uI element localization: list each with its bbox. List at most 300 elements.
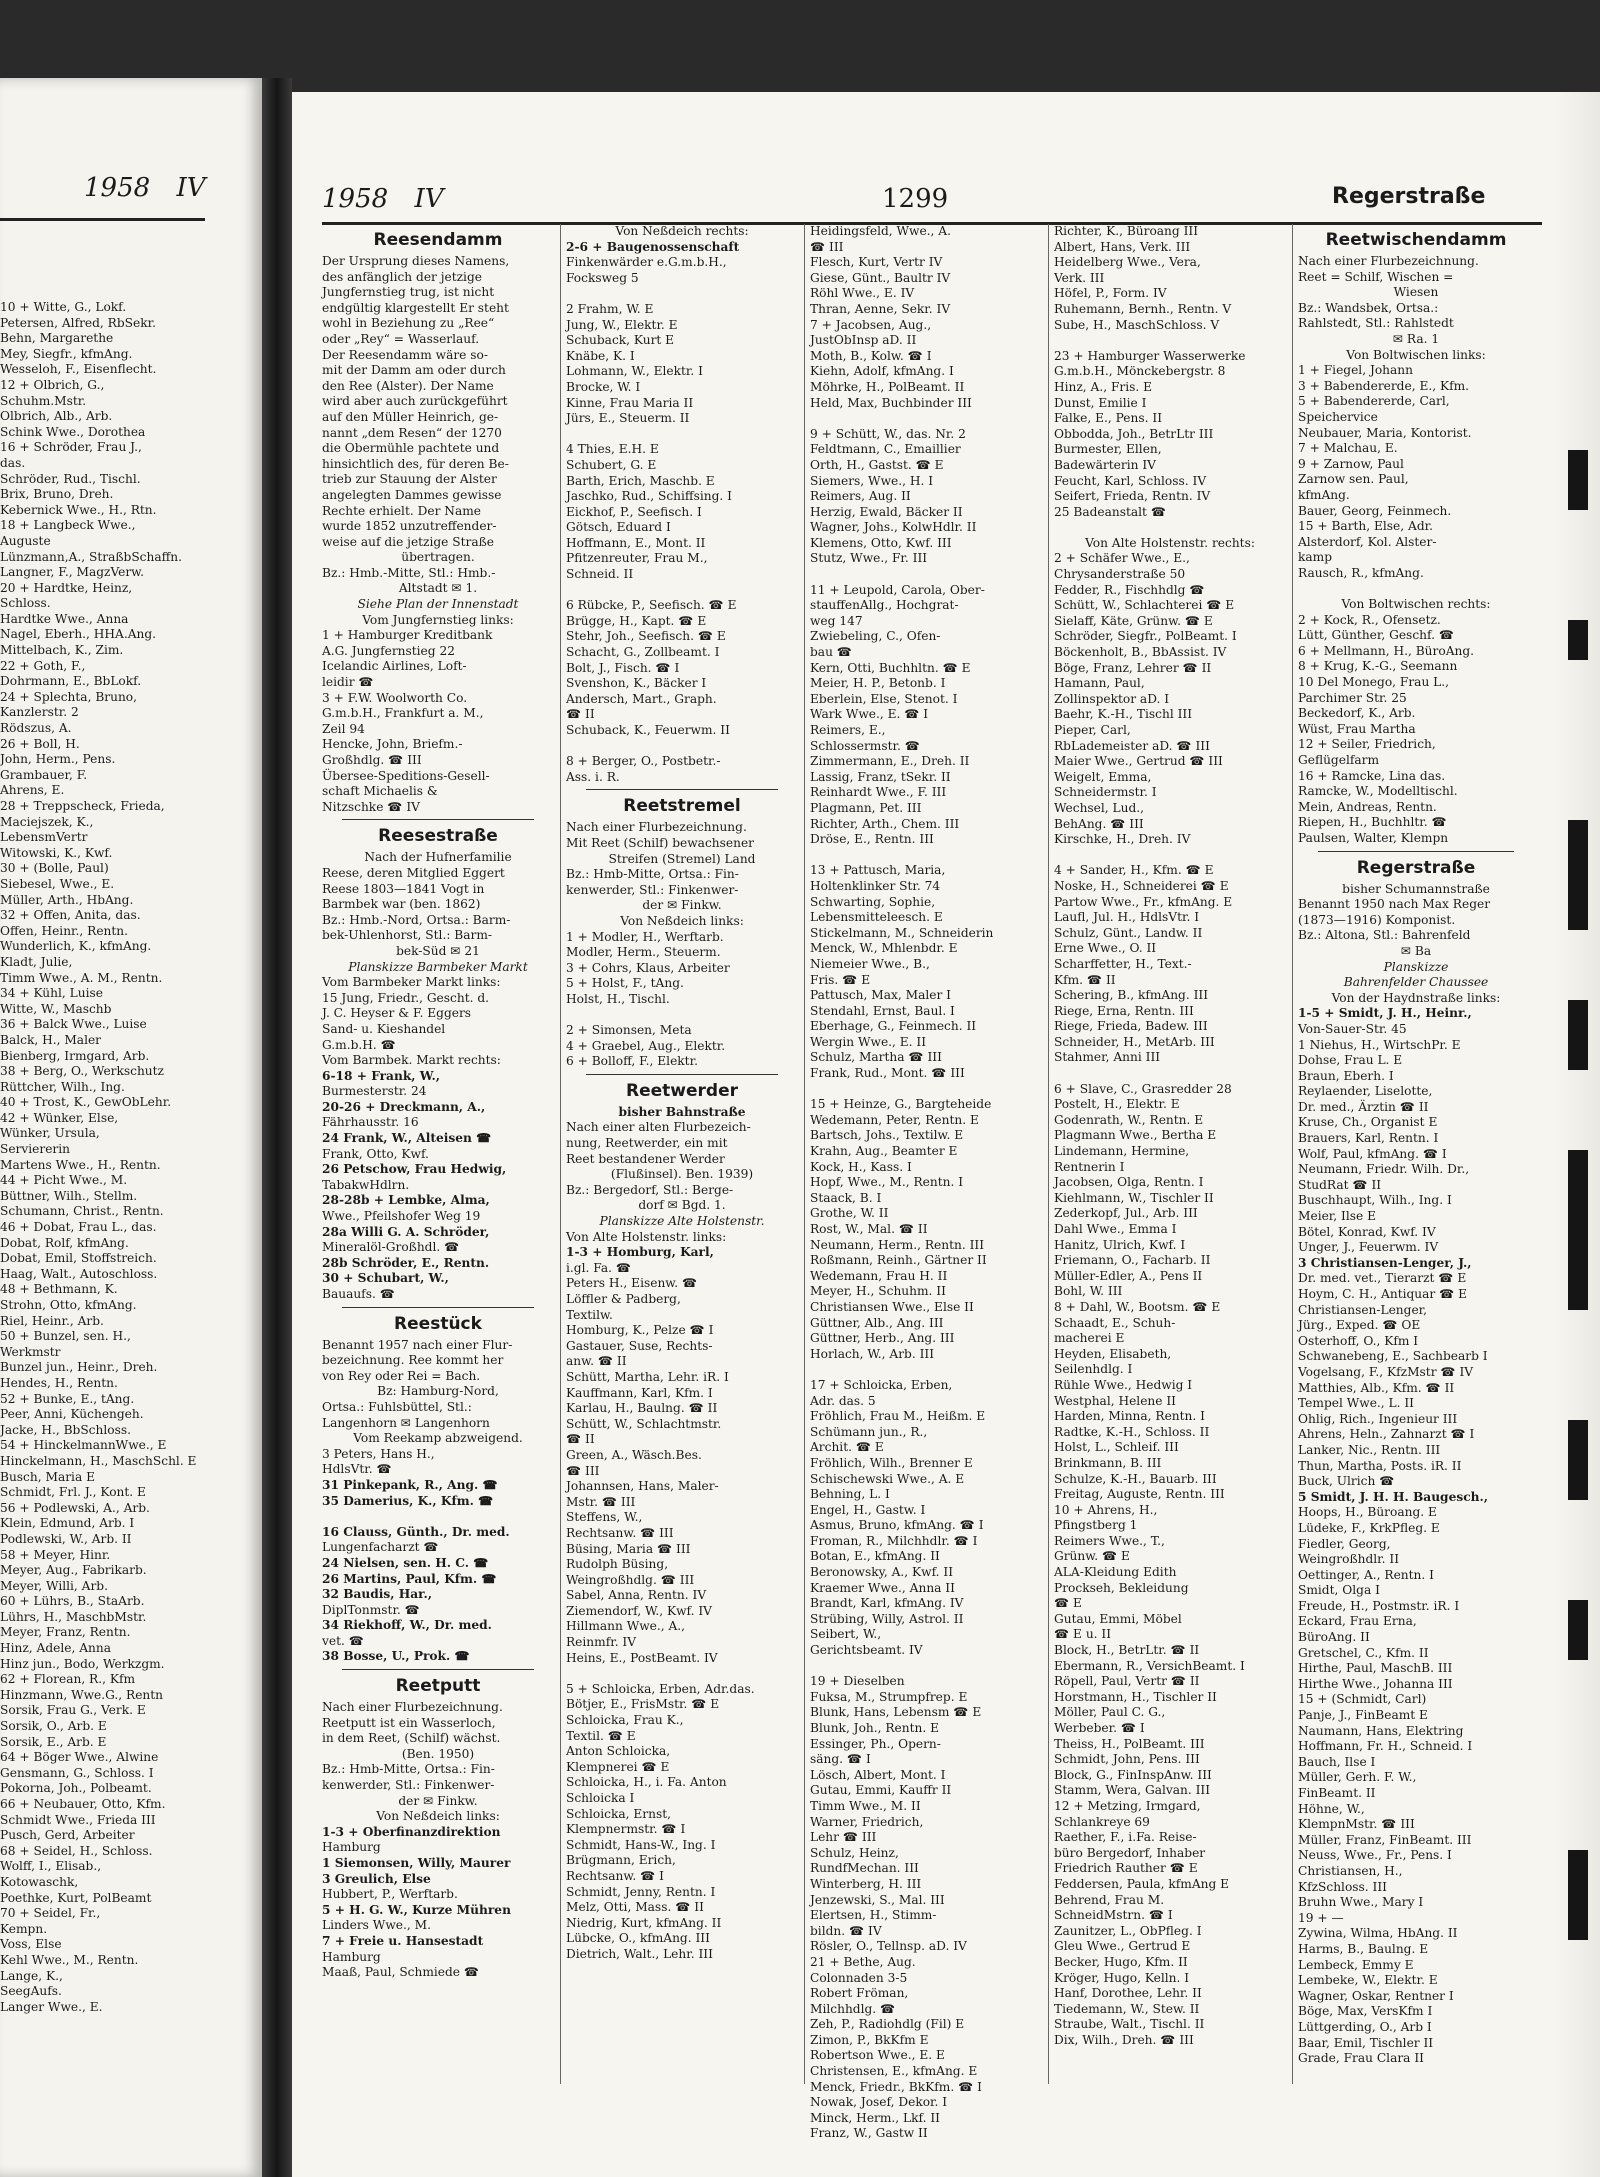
directory-entry: Chrysanderstraße 50 bbox=[1054, 567, 1186, 582]
directory-entry: Barmbek war (ben. 1862) bbox=[322, 897, 481, 912]
directory-entry: Löffler & Padberg, bbox=[566, 1292, 681, 1306]
directory-entry: 6 + Bolloff, F., Elektr. bbox=[566, 1054, 698, 1069]
directory-entry: Moth, B., Kolw. ☎ I bbox=[810, 348, 932, 363]
street-heading: Reestück bbox=[394, 1313, 482, 1334]
directory-entry: Der Reesendamm wäre so- bbox=[322, 347, 488, 362]
directory-entry: Hopf, Wwe., M., Rentn. I bbox=[810, 1175, 964, 1190]
street-heading: Regerstraße bbox=[1356, 857, 1476, 878]
directory-entry: Böckenholt, B., BbAssist. IV bbox=[1054, 645, 1227, 660]
directory-entry: DiplTonmstr. ☎ bbox=[322, 1602, 420, 1617]
directory-entry: Weingroßhdlr. II bbox=[1298, 1552, 1400, 1567]
directory-entry: Stamm, Wera, Galvan. III bbox=[1054, 1783, 1211, 1798]
directory-entry: Burmester, Ellen, bbox=[1054, 442, 1162, 457]
column-1 bbox=[322, 224, 554, 2074]
directory-entry bbox=[566, 427, 798, 443]
directory-entry: Rudolph Büsing, bbox=[566, 1557, 669, 1572]
directory-entry: Winterberg, H. III bbox=[810, 1876, 922, 1891]
directory-entry: ☎ E bbox=[1054, 1596, 1082, 1611]
directory-entry: 34 + Kühl, Luise bbox=[0, 986, 103, 1001]
book-gutter bbox=[262, 78, 292, 2177]
directory-entry: Botan, E., kfmAng. II bbox=[810, 1549, 940, 1564]
column-4 bbox=[1054, 224, 1286, 2074]
directory-entry bbox=[1054, 520, 1286, 536]
directory-entry: Knäbe, K. I bbox=[566, 348, 635, 363]
directory-entry: LebensmVertr bbox=[0, 830, 88, 845]
directory-entry: Schneid. II bbox=[566, 567, 634, 582]
directory-entry: Serviererin bbox=[0, 1142, 70, 1157]
directory-entry: der ✉ Finkw. bbox=[398, 1793, 478, 1808]
directory-entry: 62 + Florean, R., Kfm bbox=[0, 1672, 136, 1687]
directory-entry: Werbeber. ☎ I bbox=[1054, 1721, 1145, 1735]
directory-entry: 18 + Langbeck Wwe., bbox=[0, 518, 136, 533]
directory-entry: Heidingsfeld, Wwe., A. bbox=[810, 224, 951, 238]
directory-entry: Nach einer Flurbezeichnung. bbox=[1298, 254, 1479, 268]
directory-entry: Freude, H., Postmstr. iR. I bbox=[1298, 1598, 1460, 1613]
directory-entry: Witte, W., Maschb bbox=[0, 1001, 112, 1016]
directory-entry: Schering, B., kfmAng. III bbox=[1054, 988, 1209, 1003]
directory-entry: Von Alte Holstenstr. links: bbox=[566, 1229, 727, 1244]
directory-entry: Schloicka, H., i. Fa. Anton bbox=[566, 1775, 727, 1790]
directory-entry: Wiesen bbox=[1393, 285, 1439, 300]
directory-entry: 15 Jung, Friedr., Gescht. d. bbox=[322, 990, 490, 1005]
directory-entry: TabakwHdlrn. bbox=[322, 1177, 410, 1192]
directory-entry: Hendes, H., Rentn. bbox=[0, 1375, 118, 1390]
directory-entry: Kiehlmann, W., Tischler II bbox=[1054, 1190, 1214, 1205]
directory-entry: Vom Jungfernstieg links: bbox=[362, 612, 514, 627]
directory-entry: Langer Wwe., E. bbox=[0, 1999, 103, 2014]
directory-entry: 1-5 + Smidt, J. H., Heinr., bbox=[1298, 1006, 1472, 1021]
directory-entry: macherei E bbox=[1054, 1331, 1125, 1346]
directory-entry: übertragen. bbox=[401, 550, 475, 565]
directory-entry: wurde 1852 unzutreffender- bbox=[322, 519, 497, 534]
directory-entry: Neuss, Wwe., Fr., Pens. I bbox=[1298, 1848, 1452, 1863]
directory-entry: Bunzel jun., Heinr., Dreh. bbox=[0, 1360, 158, 1375]
directory-entry: kfmAng. bbox=[1298, 487, 1350, 502]
directory-entry: Kinne, Frau Maria II bbox=[566, 395, 694, 410]
directory-entry: Fröhlich, Frau M., Heißm. E bbox=[810, 1409, 986, 1424]
directory-entry: Brügmann, Erich, bbox=[566, 1853, 676, 1868]
directory-entry: Mein, Andreas, Rentn. bbox=[1298, 799, 1437, 814]
directory-entry: bek-Uhlenhorst, Stl.: Barm- bbox=[322, 928, 493, 943]
directory-entry: Dobat, Rolf, kfmAng. bbox=[0, 1235, 129, 1250]
column-divider bbox=[804, 224, 805, 2084]
directory-entry: Auguste bbox=[0, 533, 51, 548]
directory-entry: 1 + Modler, H., Werftarb. bbox=[566, 929, 724, 944]
directory-entry: G.m.b.H. ☎ bbox=[322, 1037, 396, 1052]
directory-entry: 44 + Picht Wwe., M. bbox=[0, 1173, 128, 1188]
section-divider bbox=[586, 1074, 778, 1075]
directory-entry: Planskizze bbox=[1383, 959, 1449, 974]
directory-entry: Postelt, H., Elektr. E bbox=[1054, 1097, 1180, 1112]
directory-entry: Hillmann Wwe., A., bbox=[566, 1619, 686, 1634]
directory-entry: Plagmann Wwe., Bertha E bbox=[1054, 1128, 1217, 1143]
directory-entry: Ass. i. R. bbox=[566, 769, 620, 784]
directory-entry: Baar, Emil, Tischler II bbox=[1298, 2035, 1434, 2050]
directory-entry: Hirthe, Paul, MaschB. III bbox=[1298, 1661, 1453, 1676]
directory-entry: Held, Max, Buchbinder III bbox=[810, 395, 972, 410]
directory-entry: Reese 1803—1841 Vogt in bbox=[322, 881, 485, 896]
directory-entry: Harden, Minna, Rentn. I bbox=[1054, 1409, 1205, 1424]
directory-entry: Hamburg bbox=[322, 1949, 381, 1964]
directory-entry: Lüttgerding, O., Arb I bbox=[1298, 2019, 1432, 2034]
directory-entry: Pfitzenreuter, Frau M., bbox=[566, 551, 708, 566]
directory-entry: Svenshon, K., Bäcker I bbox=[566, 676, 707, 691]
directory-entry: Horstmann, H., Tischler II bbox=[1054, 1689, 1217, 1704]
directory-entry: Bz.: Hmb.-Mitte, Stl.: Hmb.- bbox=[322, 565, 496, 580]
directory-entry: von Rey oder Rei = Bach. bbox=[322, 1368, 481, 1383]
directory-entry: 60 + Lührs, B., StaArb. bbox=[0, 1594, 145, 1609]
directory-entry: Laufl, Jul. H., HdlsVtr. I bbox=[1054, 910, 1200, 925]
street-heading: Reetputt bbox=[395, 1676, 481, 1697]
directory-entry: 20 + Hardtke, Heinz, bbox=[0, 580, 133, 595]
directory-entry: Wark Wwe., E. ☎ I bbox=[810, 707, 929, 722]
directory-entry: Nitzschke ☎ IV bbox=[322, 799, 420, 814]
directory-entry: 38 Bosse, U., Prok. ☎ bbox=[322, 1649, 470, 1664]
directory-entry: John, Herm., Pens. bbox=[0, 752, 116, 767]
directory-entry: Bz.: Wandsbek, Ortsa.: bbox=[1298, 300, 1439, 315]
directory-entry: Lührs, H., MaschbMstr. bbox=[0, 1609, 147, 1624]
directory-entry: Bartsch, Johs., Textilw. E bbox=[810, 1128, 964, 1143]
directory-entry: Brügge, H., Kapt. ☎ E bbox=[566, 613, 707, 628]
directory-entry: 42 + Wünker, Else, bbox=[0, 1110, 119, 1125]
directory-entry: Nach der Hufnerfamilie bbox=[364, 850, 512, 865]
directory-entry: Melz, Otti, Mass. ☎ II bbox=[566, 1900, 704, 1915]
directory-entry: Homburg, K., Pelze ☎ I bbox=[566, 1323, 714, 1338]
directory-entry: Riege, Frieda, Badew. III bbox=[1054, 1019, 1208, 1034]
directory-entry: Steffens, W., bbox=[566, 1510, 643, 1525]
directory-entry: Schmidt, Hans-W., Ing. I bbox=[566, 1837, 716, 1852]
directory-entry: Reylaender, Liselotte, bbox=[1298, 1084, 1433, 1099]
directory-entry: Schröder, Rud., Tischl. bbox=[0, 471, 141, 486]
edge-mark bbox=[1568, 1420, 1588, 1500]
directory-entry: Grünw. ☎ E bbox=[1054, 1549, 1130, 1564]
directory-entry: Schloicka, Ernst, bbox=[566, 1806, 671, 1821]
directory-entry: 26 Martins, Paul, Kfm. ☎ bbox=[322, 1571, 497, 1586]
directory-entry: Lassig, Franz, tSekr. II bbox=[810, 769, 951, 784]
directory-entry: Jacke, H., BbSchloss. bbox=[0, 1422, 131, 1437]
directory-entry: 10 + Ahrens, H., bbox=[1054, 1502, 1158, 1517]
directory-entry: Riepen, H., Buchhltr. ☎ bbox=[1298, 815, 1447, 830]
directory-entry: Anton Schloicka, bbox=[566, 1744, 671, 1759]
directory-entry: Fröhlich, Wilh., Brenner E bbox=[810, 1455, 973, 1470]
edge-mark bbox=[1568, 450, 1588, 510]
directory-entry bbox=[1054, 848, 1286, 864]
directory-entry: Hoops, H., Büroang. E bbox=[1298, 1505, 1437, 1520]
directory-entry: Offen, Heinr., Rentn. bbox=[0, 923, 129, 938]
directory-entry bbox=[566, 739, 798, 755]
directory-entry: Schubert, G. E bbox=[566, 457, 657, 472]
directory-entry: Vogelsang, F., KfzMstr ☎ IV bbox=[1298, 1364, 1474, 1379]
directory-entry bbox=[566, 583, 798, 599]
directory-entry: Großhdlg. ☎ III bbox=[322, 753, 422, 767]
directory-entry: 5 + Babendererde, Carl, bbox=[1298, 394, 1450, 409]
directory-entry: 5 + Schloicka, Erben, Adr.das. bbox=[566, 1681, 755, 1696]
directory-entry: 6 Rübcke, P., Seefisch. ☎ E bbox=[566, 598, 737, 613]
directory-entry: Stahmer, Anni III bbox=[1054, 1050, 1161, 1065]
directory-entry: Blunk, Hans, Lebensm ☎ E bbox=[810, 1705, 982, 1720]
directory-entry: Jacobsen, Olga, Rentn. I bbox=[1054, 1175, 1204, 1190]
directory-entry: Godenrath, W., Rentn. E bbox=[1054, 1112, 1204, 1127]
directory-entry: 1 + Fiegel, Johann bbox=[1298, 363, 1413, 378]
directory-entry: 4 Thies, E.H. E bbox=[566, 442, 659, 457]
directory-entry: Klemens, Otto, Kwf. III bbox=[810, 535, 952, 550]
directory-entry: Busch, Maria E bbox=[0, 1469, 95, 1484]
directory-entry: 28-28b + Lembke, Alma, bbox=[322, 1193, 490, 1208]
directory-entry: J. C. Heyser & F. Eggers bbox=[322, 1006, 472, 1021]
directory-entry: Zeh, P., Radiohdlg (Fil) E bbox=[810, 2017, 965, 2032]
directory-entry: StudRat ☎ II bbox=[1298, 1177, 1382, 1192]
directory-entry: Reinmfr. IV bbox=[566, 1635, 637, 1650]
directory-entry: Hinz, Adele, Anna bbox=[0, 1641, 111, 1656]
directory-entry: Hinckelmann, H., MaschSchl. E bbox=[0, 1453, 197, 1468]
directory-entry: das. bbox=[0, 455, 26, 470]
directory-entry: 8 + Dahl, W., Bootsm. ☎ E bbox=[1054, 1299, 1221, 1314]
directory-entry: Planskizze Barmbeker Markt bbox=[348, 959, 528, 974]
directory-entry: Wagner, Oskar, Rentner I bbox=[1298, 1988, 1454, 2003]
directory-entry: 11 + Leupold, Carola, Ober- bbox=[810, 582, 985, 597]
directory-entry: Kock, H., Kass. I bbox=[810, 1159, 912, 1174]
directory-entry: Bz.: Bergedorf, Stl.: Berge- bbox=[566, 1182, 734, 1197]
directory-entry bbox=[322, 1509, 554, 1525]
directory-entry bbox=[810, 1362, 1042, 1378]
street-heading: Reetstremel bbox=[623, 796, 741, 817]
edge-mark bbox=[1568, 1600, 1588, 1660]
directory-entry: nung, Reetwerder, ein mit bbox=[566, 1136, 728, 1151]
right-page bbox=[292, 92, 1600, 2177]
directory-entry: Klein, Edmund, Arb. I bbox=[0, 1516, 135, 1531]
directory-entry: 3 Peters, Hans H., bbox=[322, 1446, 435, 1461]
directory-entry: Kiehn, Adolf, kfmAng. I bbox=[810, 364, 954, 379]
directory-entry: Bz.: Hmb-Mitte, Ortsa.: Fin- bbox=[566, 867, 739, 882]
directory-entry: Bienberg, Irmgard, Arb. bbox=[0, 1048, 150, 1063]
directory-entry: ✉ Ba bbox=[1400, 943, 1432, 958]
directory-entry: ✉ Ra. 1 bbox=[1392, 331, 1440, 346]
directory-entry: bezeichnung. Ree kommt her bbox=[322, 1353, 504, 1368]
directory-entry: kenwerder, Stl.: Finkenwer- bbox=[566, 882, 739, 897]
directory-entry: Strübing, Willy, Astrol. II bbox=[810, 1611, 964, 1626]
directory-entry: 28b Schröder, E., Rentn. bbox=[322, 1255, 490, 1270]
directory-entry: Schlossermstr. ☎ bbox=[810, 738, 920, 753]
directory-entry: Ruhemann, Bernh., Rentn. V bbox=[1054, 301, 1232, 316]
directory-entry: Partow Wwe., Fr., kfmAng. E bbox=[1054, 894, 1233, 909]
directory-entry: Panje, J., FinBeamt E bbox=[1298, 1708, 1428, 1723]
directory-entry: Riege, Erna, Rentn. III bbox=[1054, 1003, 1194, 1018]
directory-entry: Block, G., FinInspAnw. III bbox=[1054, 1767, 1212, 1782]
directory-entry: Zarnow sen. Paul, bbox=[1298, 472, 1409, 487]
directory-entry: Benannt 1950 nach Max Reger bbox=[1298, 897, 1491, 912]
column-5 bbox=[1298, 224, 1534, 2074]
directory-entry: Lebensmitteleesch. E bbox=[810, 910, 943, 925]
directory-entry: Kruse, Ch., Organist E bbox=[1298, 1115, 1438, 1130]
directory-entry: Schwanebeng, E., Sachbearb I bbox=[1298, 1349, 1488, 1364]
directory-entry: 52 + Bunke, E., tAng. bbox=[0, 1391, 135, 1406]
directory-entry: Lembeke, W., Elektr. E bbox=[1298, 1973, 1438, 1988]
directory-entry: KfzSchloss. III bbox=[1298, 1879, 1387, 1894]
directory-entry: Siebesel, Wwe., E. bbox=[0, 876, 115, 891]
directory-entry: säng. ☎ I bbox=[810, 1752, 871, 1767]
directory-entry: Heyden, Elisabeth, bbox=[1054, 1346, 1172, 1361]
directory-entry: Weigelt, Emma, bbox=[1054, 769, 1152, 784]
directory-entry: Pusch, Gerd, Arbeiter bbox=[0, 1828, 135, 1843]
directory-entry: Schloicka, Frau K., bbox=[566, 1713, 684, 1728]
directory-entry: Ortsa.: Fuhlsbüttel, Stl.: bbox=[322, 1399, 472, 1414]
section-divider bbox=[342, 1307, 534, 1308]
directory-entry: BehAng. ☎ III bbox=[1054, 816, 1144, 831]
directory-entry: Zederkopf, Jul., Arb. III bbox=[1054, 1206, 1198, 1221]
directory-entry: Peer, Anni, Küchengeh. bbox=[0, 1407, 144, 1422]
directory-entry: 2 + Kock, R., Ofensetz. bbox=[1298, 612, 1441, 627]
directory-entry: Gutau, Emmi, Möbel bbox=[1054, 1611, 1182, 1626]
directory-entry: Holtenklinker Str. 74 bbox=[810, 878, 941, 893]
directory-entry: Von Neßdeich links: bbox=[620, 913, 744, 928]
directory-entry: Schmidt Wwe., Frieda III bbox=[0, 1812, 156, 1827]
directory-entry: Zwiebeling, C., Ofen- bbox=[810, 629, 941, 644]
directory-entry: Lübcke, O., kfmAng. III bbox=[566, 1931, 710, 1946]
directory-entry bbox=[810, 411, 1042, 427]
directory-entry: 21 + Bethe, Aug. bbox=[810, 1954, 916, 1969]
directory-entry: Lungenfacharzt ☎ bbox=[322, 1540, 439, 1555]
directory-entry: Schloss. bbox=[0, 596, 51, 611]
directory-entry: 3 Greulich, Else bbox=[322, 1871, 431, 1886]
directory-entry: Kanzlerstr. 2 bbox=[0, 705, 79, 720]
directory-entry: 7 + Freie u. Hansestadt bbox=[322, 1933, 484, 1948]
left-header-volume: IV bbox=[176, 173, 206, 203]
directory-entry: Meyer, Franz, Rentn. bbox=[0, 1625, 131, 1640]
directory-entry: Kebernick Wwe., H., Rtn. bbox=[0, 502, 157, 517]
directory-entry: Zywina, Wilma, HbAng. II bbox=[1298, 1926, 1458, 1941]
directory-entry: Von Neßdeich rechts: bbox=[615, 224, 749, 238]
directory-entry: Riel, Heinr., Arb. bbox=[0, 1313, 104, 1328]
directory-entry: 4 + Graebel, Aug., Elektr. bbox=[566, 1038, 726, 1053]
directory-entry: Neubauer, Maria, Kontorist. bbox=[1298, 425, 1472, 440]
directory-entry: Verk. III bbox=[1054, 270, 1105, 285]
directory-entry: Lüdeke, F., KrkPfleg. E bbox=[1298, 1520, 1440, 1535]
directory-entry: Seibert, W., bbox=[810, 1627, 882, 1642]
directory-entry: G.m.b.H., Frankfurt a. M., bbox=[322, 706, 484, 721]
directory-entry: Brocke, W. I bbox=[566, 379, 641, 394]
directory-entry: Kehl Wwe., M., Rentn. bbox=[0, 1952, 139, 1967]
directory-entry: Menck, Friedr., BkKfm. ☎ I bbox=[810, 2079, 982, 2094]
directory-entry: Prockseh, Bekleidung bbox=[1054, 1580, 1189, 1595]
directory-entry: Gleu Wwe., Gertrud E bbox=[1054, 1939, 1191, 1954]
directory-entry: Ohlig, Rich., Ingenieur III bbox=[1298, 1411, 1458, 1426]
directory-entry: Jung, W., Elektr. E bbox=[566, 317, 678, 332]
directory-entry: 25 Badeanstalt ☎ bbox=[1054, 504, 1167, 519]
section-divider bbox=[342, 1669, 534, 1670]
directory-entry: Sorsik, Frau G., Verk. E bbox=[0, 1703, 146, 1718]
directory-entry: Hinz jun., Bodo, Werkzgm. bbox=[0, 1656, 165, 1671]
directory-entry: Menck, W., Mhlenbdr. E bbox=[810, 941, 958, 956]
directory-entry: Zaunitzer, L., ObPfleg. I bbox=[1054, 1923, 1202, 1938]
directory-entry: ☎ III bbox=[566, 1463, 600, 1478]
directory-entry: Eickhof, P., Seefisch. I bbox=[566, 504, 702, 519]
directory-entry: bisher Bahnstraße bbox=[618, 1104, 746, 1119]
directory-entry: 12 + Seiler, Friedrich, bbox=[1298, 737, 1436, 752]
column-divider bbox=[560, 224, 561, 2084]
column-3 bbox=[810, 224, 1042, 2141]
directory-entry: 31 Pinkepank, R., Ang. ☎ bbox=[322, 1477, 498, 1492]
directory-entry: Büttner, Wilh., Stellm. bbox=[0, 1188, 138, 1203]
directory-entry: Dr. med. vet., Tierarzt ☎ E bbox=[1298, 1271, 1467, 1286]
directory-entry: Thun, Martha, Posts. iR. II bbox=[1298, 1458, 1462, 1473]
directory-entry: Haag, Walt., Autoschloss. bbox=[0, 1266, 158, 1281]
directory-entry: Hoym, C. H., Antiquar ☎ E bbox=[1298, 1287, 1468, 1301]
directory-entry: 26 + Boll, H. bbox=[0, 736, 80, 751]
directory-entry: 24 + Splechta, Bruno, bbox=[0, 689, 138, 704]
directory-entry: 70 + Seidel, Fr., bbox=[0, 1906, 101, 1921]
directory-entry: Feldtmann, C., Emaillier bbox=[810, 442, 961, 457]
directory-entry: Colonnaden 3-5 bbox=[810, 1970, 908, 1985]
directory-entry: Peters H., Eisenw. ☎ bbox=[566, 1276, 698, 1291]
directory-entry: 16 + Ramcke, Lina das. bbox=[1298, 768, 1446, 783]
directory-entry: Obbodda, Joh., BetrLtr III bbox=[1054, 426, 1214, 441]
directory-entry: Kröger, Hugo, Kelln. I bbox=[1054, 1970, 1190, 1985]
directory-entry: Meyer, H., Schuhm. II bbox=[810, 1284, 946, 1299]
directory-entry: Reimers, Aug. II bbox=[810, 489, 911, 504]
directory-entry: Altstadt ✉ 1. bbox=[398, 581, 478, 596]
directory-entry: Reese, deren Mitglied Eggert bbox=[322, 865, 505, 880]
directory-entry: Lange, K., bbox=[0, 1968, 63, 1983]
directory-entry: Von der Haydnstraße links: bbox=[1331, 990, 1501, 1005]
column-divider bbox=[1292, 224, 1293, 2084]
directory-entry: 38 + Berg, O., Werkschutz bbox=[0, 1064, 164, 1079]
street-running-header: Regerstraße bbox=[1332, 184, 1486, 209]
directory-entry: KlempnMstr. ☎ III bbox=[1298, 1817, 1415, 1832]
directory-entry: Fiedler, Georg, bbox=[1298, 1536, 1391, 1551]
directory-entry: 8 + Berger, O., Postbetr.- bbox=[566, 754, 721, 769]
directory-entry: Baehr, K.-H., Tischl III bbox=[1054, 707, 1193, 722]
directory-entry: Wwe., Pfeilshofer Weg 19 bbox=[322, 1209, 481, 1224]
directory-entry: Möhrke, H., PolBeamt. II bbox=[810, 379, 965, 394]
directory-entry: Schröder, Siegfr., PolBeamt. I bbox=[1054, 629, 1237, 644]
directory-entry: Rausch, R., kfmAng. bbox=[1298, 565, 1424, 580]
directory-entry: 15 + Heinze, G., Bargteheide bbox=[810, 1097, 992, 1112]
directory-entry: Müller-Edler, A., Pens II bbox=[1054, 1268, 1203, 1283]
directory-entry: Planskizze Alte Holstenstr. bbox=[599, 1214, 765, 1229]
directory-entry: 26 Petschow, Frau Hedwig, bbox=[322, 1162, 507, 1177]
directory-entry: FinBeamt. II bbox=[1298, 1786, 1376, 1800]
directory-entry: Mey, Siegfr., kfmAng. bbox=[0, 346, 133, 361]
directory-entry: nannt „dem Resen“ der 1270 bbox=[322, 425, 502, 440]
directory-entry: Behning, L. I bbox=[810, 1487, 890, 1502]
directory-entry: RbLademeister aD. ☎ III bbox=[1054, 738, 1210, 753]
directory-entry: Hencke, John, Briefm.- bbox=[322, 737, 463, 752]
directory-entry: 30 + Schubart, W., bbox=[322, 1271, 449, 1286]
directory-entry: Timm Wwe., M. II bbox=[810, 1798, 921, 1813]
directory-entry: Straube, Walt., Tischl. II bbox=[1054, 2017, 1205, 2032]
directory-entry: Gastauer, Suse, Rechts- bbox=[566, 1338, 713, 1353]
directory-entry: Zimmermann, E., Dreh. II bbox=[810, 754, 970, 769]
directory-entry: Nowak, Josef, Dekor. I bbox=[810, 2095, 948, 2110]
directory-entry: Strohn, Otto, kfmAng. bbox=[0, 1298, 137, 1312]
directory-entry: Rost, W., Mal. ☎ II bbox=[810, 1222, 928, 1236]
directory-entry: 56 + Podlewski, A., Arb. bbox=[0, 1500, 150, 1515]
directory-entry: Petersen, Alfred, RbSekr. bbox=[0, 315, 156, 330]
directory-entry: Seifert, Frieda, Rentn. IV bbox=[1054, 489, 1211, 504]
directory-entry: Grade, Frau Clara II bbox=[1298, 2051, 1424, 2066]
directory-entry: des anfänglich der jetzige bbox=[322, 269, 482, 284]
directory-entry: 30 + (Bolle, Paul) bbox=[0, 861, 109, 876]
directory-entry: Mittelbach, K., Zim. bbox=[0, 643, 124, 658]
directory-entry: 46 + Dobat, Frau L., das. bbox=[0, 1220, 157, 1235]
directory-entry: Schneidermstr. I bbox=[1054, 785, 1157, 800]
directory-entry bbox=[566, 1008, 798, 1024]
directory-entry: wohl in Beziehung zu „Ree“ bbox=[322, 316, 495, 331]
directory-entry: 24 Frank, W., Alteisen ☎ bbox=[322, 1131, 492, 1146]
directory-entry: Bruhn Wwe., Mary I bbox=[1298, 1895, 1424, 1910]
directory-entry: Kirschke, H., Dreh. IV bbox=[1054, 832, 1191, 847]
directory-entry: Archit. ☎ E bbox=[810, 1440, 884, 1455]
